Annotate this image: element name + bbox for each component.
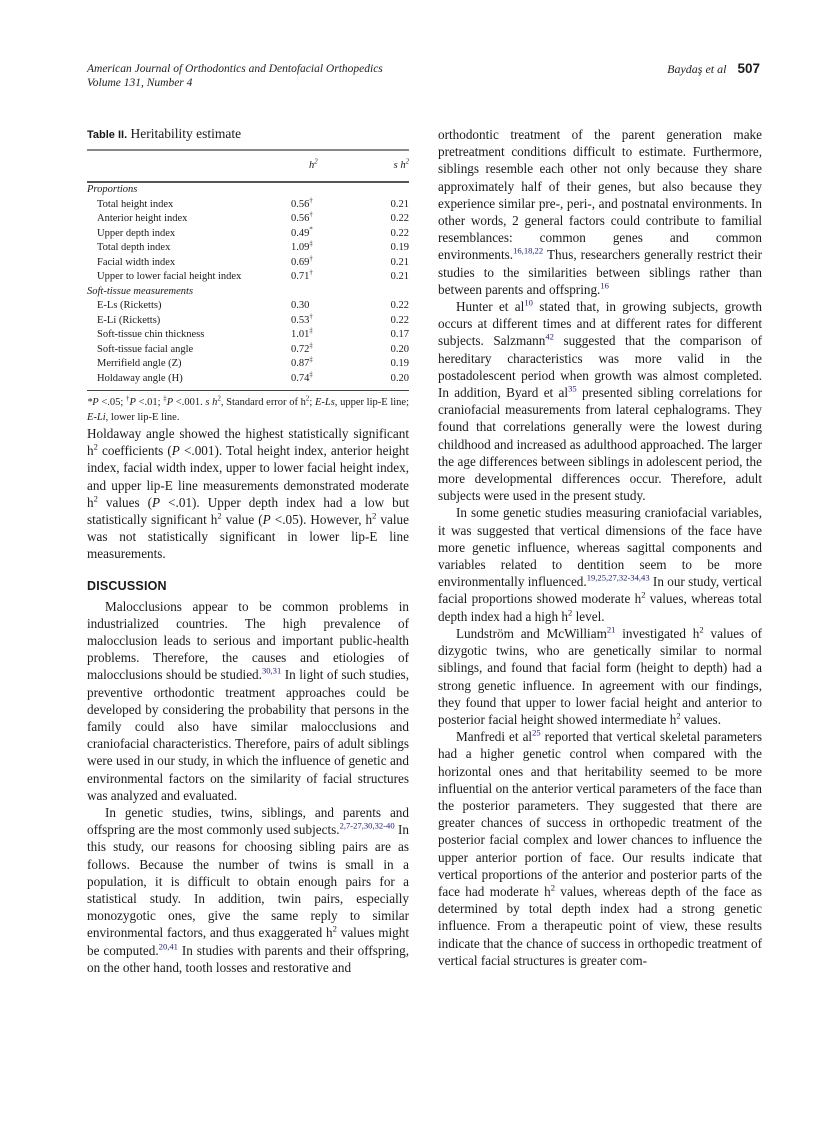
col-header-se: s $h^2$ [369,150,409,182]
table-row [87,372,409,391]
standard-error: 0.20 [390,372,409,384]
table-label: Table II. [87,129,128,141]
table-row [87,227,409,242]
measure-name: Soft-tissue facial angle [97,343,194,355]
h2-value: 0.71† [291,269,313,282]
discussion-paragraph-2: In genetic studies, twins, siblings, and parents and offspring are the most commonly used subjects.$^{2,7-27,30,32-40}$ In this study, our reasons for choosing sibling pairs are as follows. Because the number of twins is small in a population, it is difficult to obtain enough pairs for a statistical study. In addition, twin pairs, especially monozygotic ones, give the same reply to similar environmental factors, and thus exaggerated $h^2$ values might be computed.$^{20,41}$ In studies with parents and their offspring, on the other hand, tooth losses and restorative and [87,805,409,975]
group-label: Proportions [87,184,138,195]
table-row [87,256,409,271]
results-paragraph: Holdaway angle showed the highest statistically significant $h^2$ coefficients (P <.001). Total height index, anterior height index, facial width index, upper to lower facial height index, and upper lip-E line measurements demonstrated moderate $h^2$ values (P <.01). Upper depth index had a low but statistically significant $h^2$ value (P <.05). However, $h^2$ value was not statistically significant in lower lip-E line measurements. [87,426,410,562]
standard-error: 0.21 [390,198,409,210]
table-caption [87,126,409,143]
page-info [667,62,760,76]
citation[interactable]: 19,25,27,32-34,43 [586,572,650,583]
page-number: 507 [737,61,760,76]
citation[interactable]: 35 [568,383,577,394]
measure-name: Total depth index [97,242,171,253]
standard-error: 0.17 [390,329,409,340]
standard-error: 0.22 [390,227,409,239]
significance-mark: ‡ [309,356,313,364]
h2-value: 0.53† [291,313,313,326]
table-header-row [87,150,409,182]
measure-name: Upper to lower facial height index [97,271,242,282]
table-group-row [87,285,409,300]
standard-error: 0.21 [390,271,409,282]
paragraph-hunter: Hunter et al$^{10}$ stated that, in growing subjects, growth occurs at different times and at different rates for different subjects. Salzmann$^{42}$ suggested that the comparison of hereditary characteristics was more valid in the postadolescent period when growth was almost completed. In addition, Byard et al$^{35}$ presented sibling correlations for craniofacial measurements from lateral cephalograms. They found that correlations generally were the lowest during childhood and increased as adulthood approached. The larger the age differences between siblings in adolescent period, the more developmental differences occur. Therefore, adult subjects were used in the present study. [438,297,763,504]
table-body [87,182,409,390]
journal-volume: Volume 131, Number 4 [87,77,193,89]
measure-name: Total height index [97,198,174,210]
significance-mark: † [309,197,313,204]
standard-error: 0.22 [390,314,409,326]
standard-error: 0.19 [390,358,409,369]
standard-error: 0.21 [390,256,409,268]
table-row [87,198,409,213]
paragraph-continued: orthodontic treatment of the parent generation make pretreatment conditions difficult to estimate. Furthermore, siblings resemble each other not only because they share approximately half of their genes, but also because they experience similar pre-, peri-, and postnatal environments. In other words, 2 general factors could contribute to familial resemblances: common genes and common environments.$^{16,18,22}$ Thus, researchers generally restrict their studies to the similarities between siblings rather than between parents and offspring.$^{16}$ [438,127,762,297]
measure-name: Soft-tissue chin thickness [97,329,205,340]
measure-name: Upper depth index [97,227,176,239]
h2-value: 0.56† [291,211,313,224]
h2-value: 0.74‡ [291,371,313,384]
journal-info [87,62,383,90]
paragraph-genetic-studies: In some genetic studies measuring craniofacial variables, it was suggested that vertical dimensions of the face have more genetic influence, whereas sagittal components and variables related to dentition seem to be more environmentally influenced.$^{19,25,27,32-34,43}$ In our study, vertical facial proportions showed moderate $h^2$ values, whereas total depth index had a high $h^2$ level. [438,505,762,624]
significance-mark: ‡ [309,240,313,248]
significance-mark: ‡ [309,327,313,335]
significance-mark: † [309,255,313,262]
measure-name: Holdaway angle (H) [97,372,183,384]
citation[interactable]: 42 [545,332,554,343]
col-header-h2: $h^2$ [291,150,369,182]
table-row [87,212,409,227]
table-row [87,357,409,372]
table-row [87,299,409,314]
significance-mark: * [309,226,313,233]
citation[interactable]: 16,18,22 [513,246,544,257]
journal-title: American Journal of Orthodontics and Dentofacial Orthopedics [87,63,383,75]
significance-mark: ‡ [309,342,313,349]
h2-value: 0.56† [291,197,313,210]
citation[interactable]: 25 [532,727,541,738]
table-bottom-rule [87,390,409,391]
significance-mark: ‡ [309,371,313,378]
measure-name: Facial width index [97,256,176,268]
table-row [87,270,409,285]
citation[interactable]: 2,7-27,30,32-40 [339,820,395,831]
citation[interactable]: 30,31 [261,666,282,677]
significance-mark: † [309,211,313,219]
standard-error: 0.22 [390,300,409,311]
table-row [87,241,409,256]
measure-name: E-Li (Ricketts) [97,314,161,326]
table-title: Heritability estimate [130,126,242,141]
h2-value: 0.87‡ [291,356,313,369]
citation[interactable]: 21 [606,624,616,635]
running-authors: Baydaş et al [667,62,727,76]
table-row [87,328,409,343]
section-heading-discussion: DISCUSSION [87,578,167,593]
h2-value: 0.30 [291,300,310,311]
right-column [438,126,762,969]
citation[interactable]: 10 [524,297,533,308]
measure-name: Merrifield angle (Z) [97,358,182,369]
h2-value: 1.01‡ [291,327,313,340]
group-label: Soft-tissue measurements [87,285,194,297]
table-row [87,314,409,329]
standard-error: 0.20 [390,343,409,355]
citation[interactable]: 20,41 [158,941,178,952]
citation[interactable]: 16 [600,280,609,291]
measure-name: E-Ls (Ricketts) [97,300,162,311]
significance-mark: † [309,313,313,320]
standard-error: 0.22 [390,213,409,224]
h2-value: 0.72‡ [291,342,313,355]
paragraph-lundstrom: Lundström and McWilliam$^{21}$ investigated $h^2$ values of dizygotic twins, who are genetically similar to normal siblings, and found that facial form (height to depth) had a strong genetic influence. In agreement with our findings, they found that upper to lower facial height and anterior to posterior facial height showed intermediate $h^2$ values. [438,624,762,727]
table-row [87,343,409,358]
running-head [87,62,760,96]
paragraph-manfredi: Manfredi et al$^{25}$ reported that vertical skeletal parameters had a higher genetic control when compared with the horizontal ones and that heritability seemed to be more influential on the anterior vertical parameters of the face than the posterior parameters. They suggested that there are greater chances of success in orthopedic treatment of the posterior facial complex and lower chances to influence the upper anterior portion of face. Our results indicate that vertical proportions of the anterior and posterior parts of the face had moderate $h^2$ values, whereas depth of the face as determined by total depth index had a strong genetic influence. From a therapeutic point of view, these results indicate that the chance of success in orthopedic treatment of vertical facial structures is greater com- [438,727,762,968]
table-group-row [87,182,409,198]
heritability-table [87,149,409,390]
table-footnote: *P <.05; †P <.01; ‡P <.001. s $h^2$, Standard error of $h^2$; E-Ls, upper lip-E line; E-Li, lower lip-E line. [87,395,410,423]
h2-value: 0.49* [291,226,313,239]
h2-value: 0.69† [291,255,313,268]
significance-mark: † [309,269,313,277]
h2-value: 1.09‡ [291,240,313,253]
measure-name: Anterior height index [97,213,188,224]
left-column [87,126,409,976]
standard-error: 0.19 [390,242,409,253]
discussion-paragraph-1: Malocclusions appear to be common problems in industrialized countries. The high prevalence of malocclusion leads to serious and important public-health problems. Therefore, the causes and etiologies of malocclusions should be studied.$^{30,31}$ In light of such studies, preventive orthodontic treatment approaches could be developed by considering the probability that persons in the family could also have similar malocclusions and craniofacial characteristics. Therefore, pairs of adult siblings were used in our study, in which the influence of genetic and environmental factors on the similarity of facial structures was analyzed and evaluated. [87,598,409,803]
col-header-measure [87,150,291,182]
